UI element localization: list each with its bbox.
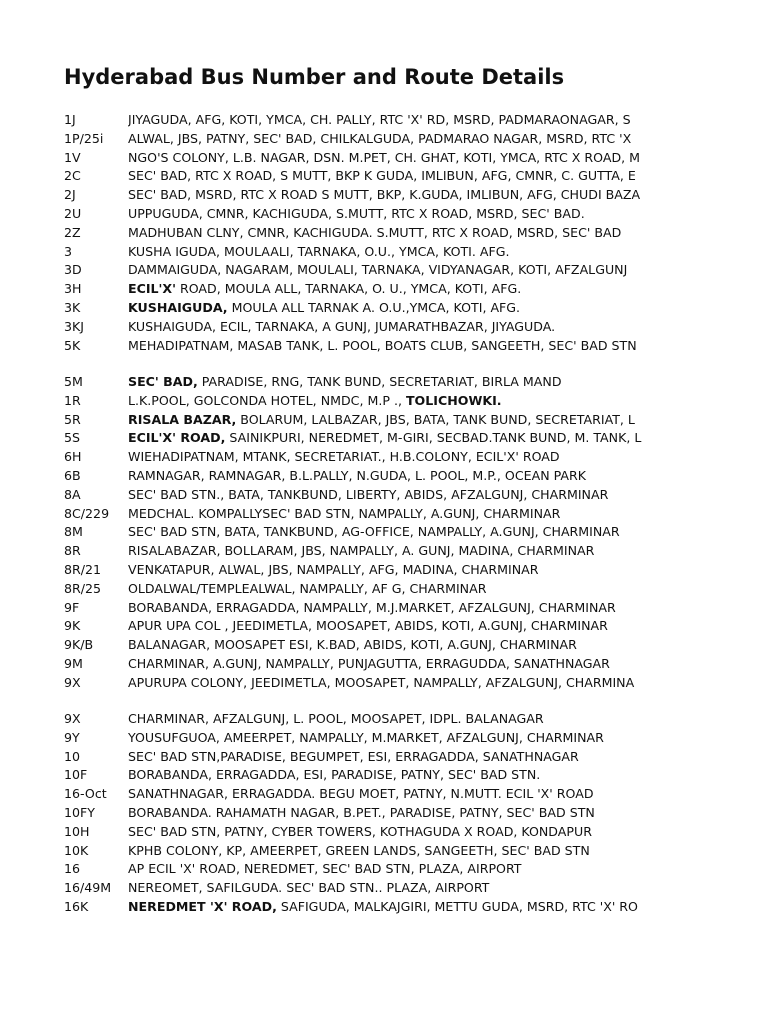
route-text: ROAD, MOULA ALL, TARNAKA, O. U., YMCA, KOTI, AFG. — [175, 281, 522, 297]
route-stops — [128, 299, 686, 318]
route-row — [64, 636, 686, 655]
route-stops — [128, 318, 686, 337]
page-title: Hyderabad Bus Number and Route Details — [64, 65, 565, 89]
route-row — [64, 111, 686, 130]
bus-number: 10H — [64, 823, 90, 839]
route-text: SAINIKPURI, NEREDMET, M-GIRI, SECBAD.TANK BUND, M. TANK, L — [225, 430, 642, 446]
route-row — [64, 580, 686, 599]
route-row — [64, 373, 686, 392]
route-stops — [128, 205, 686, 224]
route-stops — [128, 542, 686, 561]
route-origin-bold: ECIL'X' — [128, 281, 176, 297]
route-row — [64, 710, 686, 729]
route-text: BORABANDA. RAHAMATH NAGAR, B.PET., PARADISE, PATNY, SEC' BAD STN — [128, 804, 595, 820]
bus-number: 8C/229 — [64, 505, 110, 521]
route-row — [64, 243, 686, 262]
bus-number: 3K — [64, 299, 81, 315]
route-text: SEC' BAD STN, PATNY, CYBER TOWERS, KOTHAGUDA X ROAD, KONDAPUR — [128, 823, 592, 839]
bus-number: 2C — [64, 168, 81, 184]
route-text: SEC' BAD STN., BATA, TANKBUND, LIBERTY, ABIDS, AFZALGUNJ, CHARMINAR — [128, 486, 609, 502]
route-row — [64, 842, 686, 861]
route-stops — [128, 636, 686, 655]
bus-number: 16 — [64, 861, 81, 877]
route-row — [64, 823, 686, 842]
route-stops — [128, 467, 686, 486]
bus-number: 5M — [64, 374, 83, 389]
route-text: NEREOMET, SAFILGUDA. SEC' BAD STN.. PLAZA, AIRPORT — [128, 880, 490, 896]
route-row — [64, 879, 686, 898]
bus-number: 1J — [64, 112, 76, 127]
route-stops — [128, 486, 686, 505]
route-stops — [128, 729, 686, 748]
bus-number: 9K/B — [64, 637, 94, 653]
route-stops — [128, 860, 686, 879]
route-row — [64, 785, 686, 804]
bus-number: 8R — [64, 543, 81, 559]
bus-number: 6B — [64, 467, 81, 483]
route-stops — [128, 111, 686, 130]
route-text: MEHADIPATNAM, MASAB TANK, L. POOL, BOATS CLUB, SANGEETH, SEC' BAD STN — [128, 337, 637, 353]
route-stops — [128, 710, 686, 729]
route-stops — [128, 674, 686, 693]
route-origin-bold: KUSHAIGUDA, — [128, 299, 228, 315]
route-text: KPHB COLONY, KP, AMEERPET, GREEN LANDS, SANGEETH, SEC' BAD STN — [128, 842, 590, 858]
route-row — [64, 766, 686, 785]
route-stops — [128, 448, 686, 467]
route-text: YOUSUFGUOA, AMEERPET, NAMPALLY, M.MARKET, AFZALGUNJ, CHARMINAR — [128, 729, 604, 745]
route-row — [64, 392, 686, 411]
route-row — [64, 655, 686, 674]
route-text: BOLARUM, LALBAZAR, JBS, BATA, TANK BUND, SECRETARIAT, L — [236, 411, 635, 427]
route-origin-bold: ECIL'X' ROAD, — [128, 430, 226, 446]
bus-number: 10F — [64, 767, 88, 783]
route-row — [64, 674, 686, 693]
route-stops — [128, 280, 686, 299]
route-row — [64, 224, 686, 243]
route-text: RISALABAZAR, BOLLARAM, JBS, NAMPALLY, A. GUNJ, MADINA, CHARMINAR — [128, 543, 595, 559]
route-text: RAMNAGAR, RAMNAGAR, B.L.PALLY, N.GUDA, L. POOL, M.P., OCEAN PARK — [128, 467, 587, 483]
bus-number: 3KJ — [64, 318, 84, 334]
route-text: UPPUGUDA, CMNR, KACHIGUDA, S.MUTT, RTC X ROAD, MSRD, SEC' BAD. — [128, 205, 585, 221]
route-stops — [128, 337, 686, 356]
route-text: SEC' BAD, MSRD, RTC X ROAD S MUTT, BKP, K.GUDA, IMLIBUN, AFG, CHUDI BAZA — [128, 187, 641, 203]
bus-number: 8R/25 — [64, 580, 102, 596]
route-stops — [128, 130, 686, 149]
bus-number: 9X — [64, 674, 81, 690]
route-stops — [128, 149, 686, 168]
route-table-section-2 — [64, 373, 686, 693]
bus-number: 5K — [64, 337, 81, 353]
bus-number: 1V — [64, 149, 81, 165]
route-row — [64, 167, 686, 186]
bus-number: 10FY — [64, 804, 95, 820]
route-stops — [128, 505, 686, 524]
route-stops — [128, 785, 686, 804]
bus-number: 2J — [64, 187, 76, 203]
route-stops — [128, 523, 686, 542]
route-row — [64, 299, 686, 318]
route-stops — [128, 748, 686, 767]
route-stops — [128, 392, 686, 411]
bus-number: 16K — [64, 898, 89, 914]
route-text: BALANAGAR, MOOSAPET ESI, K.BAD, ABIDS, KOTI, A.GUNJ, CHARMINAR — [128, 637, 577, 653]
route-text: MADHUBAN CLNY, CMNR, KACHIGUDA. S.MUTT, RTC X ROAD, MSRD, SEC' BAD — [128, 224, 622, 240]
route-stops — [128, 898, 686, 917]
route-stops — [128, 186, 686, 205]
route-stops — [128, 617, 686, 636]
route-stops — [128, 766, 686, 785]
route-text: SEC' BAD STN, BATA, TANKBUND, AG-OFFICE, NAMPALLY, A.GUNJ, CHARMINAR — [128, 524, 620, 540]
route-text: JIYAGUDA, AFG, KOTI, YMCA, CH. PALLY, RTC 'X' RD, MSRD, PADMARAONAGAR, S — [128, 112, 631, 127]
route-text: OLDALWAL/TEMPLEALWAL, NAMPALLY, AF G, CHARMINAR — [128, 580, 487, 596]
bus-number: 9M — [64, 655, 83, 671]
bus-number: 5R — [64, 411, 81, 427]
route-row — [64, 205, 686, 224]
bus-number: 1R — [64, 392, 81, 408]
route-row — [64, 617, 686, 636]
bus-number: 8R/21 — [64, 561, 102, 577]
route-stops — [128, 561, 686, 580]
bus-number: 8M — [64, 524, 83, 540]
route-table-section-3 — [64, 710, 686, 917]
route-text: PARADISE, RNG, TANK BUND, SECRETARIAT, BIRLA MAND — [197, 374, 562, 389]
bus-number: 9K — [64, 618, 81, 634]
bus-number: 6H — [64, 449, 82, 465]
route-text: L.K.POOL, GOLCONDA HOTEL, NMDC, M.P ., — [128, 392, 406, 408]
route-text: APUR UPA COL , JEEDIMETLA, MOOSAPET, ABIDS, KOTI, A.GUNJ, CHARMINAR — [128, 618, 608, 634]
bus-number: 8A — [64, 486, 81, 502]
route-row — [64, 523, 686, 542]
route-row — [64, 860, 686, 879]
route-row — [64, 130, 686, 149]
route-text: ALWAL, JBS, PATNY, SEC' BAD, CHILKALGUDA, PADMARAO NAGAR, MSRD, RTC 'X — [128, 130, 632, 146]
route-stops — [128, 655, 686, 674]
route-row — [64, 542, 686, 561]
route-text: MOULA ALL TARNAK A. O.U.,YMCA, KOTI, AFG. — [227, 299, 521, 315]
route-stops — [128, 224, 686, 243]
bus-number: 9X — [64, 711, 81, 726]
bus-number: 16/49M — [64, 880, 112, 896]
route-text: SANATHNAGAR, ERRAGADDA. BEGU MOET, PATNY, N.MUTT. ECIL 'X' ROAD — [128, 786, 594, 802]
route-text: CHARMINAR, AFZALGUNJ, L. POOL, MOOSAPET, IDPL. BALANAGAR — [128, 711, 544, 726]
route-stops — [128, 429, 686, 448]
route-row — [64, 261, 686, 280]
route-row — [64, 280, 686, 299]
bus-number: 3H — [64, 281, 82, 297]
route-text: AP ECIL 'X' ROAD, NEREDMET, SEC' BAD STN, PLAZA, AIRPORT — [128, 861, 522, 877]
route-row — [64, 748, 686, 767]
bus-number: 3D — [64, 262, 82, 278]
route-text: SEC' BAD STN,PARADISE, BEGUMPET, ESI, ERRAGADDA, SANATHNAGAR — [128, 748, 579, 764]
route-stops — [128, 599, 686, 618]
route-text: APURUPA COLONY, JEEDIMETLA, MOOSAPET, NAMPALLY, AFZALGUNJ, CHARMINA — [128, 674, 635, 690]
route-row — [64, 186, 686, 205]
bus-number: 1P/25i — [64, 130, 104, 146]
route-text: WIEHADIPATNAM, MTANK, SECRETARIAT., H.B.COLONY, ECIL'X' ROAD — [128, 449, 560, 465]
route-text: VENKATAPUR, ALWAL, JBS, NAMPALLY, AFG, MADINA, CHARMINAR — [128, 561, 539, 577]
bus-number: 10K — [64, 842, 89, 858]
route-row — [64, 505, 686, 524]
route-row — [64, 411, 686, 430]
route-stops — [128, 842, 686, 861]
route-stops — [128, 580, 686, 599]
bus-number: 2Z — [64, 224, 81, 240]
route-destination-bold: TOLICHOWKI. — [405, 392, 502, 408]
route-origin-bold: NEREDMET 'X' ROAD, — [128, 898, 277, 914]
route-table-section-1 — [64, 111, 686, 355]
route-text: NGO'S COLONY, L.B. NAGAR, DSN. M.PET, CH. GHAT, KOTI, YMCA, RTC X ROAD, M — [128, 149, 641, 165]
bus-number: 9F — [64, 599, 80, 615]
route-row — [64, 467, 686, 486]
route-text: DAMMAIGUDA, NAGARAM, MOULALI, TARNAKA, VIDYANAGAR, KOTI, AFZALGUNJ — [128, 262, 628, 278]
route-text: KUSHA IGUDA, MOULAALI, TARNAKA, O.U., YMCA, KOTI. AFG. — [128, 243, 510, 259]
route-text: SEC' BAD, RTC X ROAD, S MUTT, BKP K GUDA, IMLIBUN, AFG, CMNR, C. GUTTA, E — [128, 168, 636, 184]
route-text: BORABANDA, ERRAGADDA, NAMPALLY, M.J.MARKET, AFZALGUNJ, CHARMINAR — [128, 599, 616, 615]
route-stops — [128, 823, 686, 842]
route-row — [64, 318, 686, 337]
route-row — [64, 561, 686, 580]
route-stops — [128, 373, 686, 392]
route-row — [64, 149, 686, 168]
route-row — [64, 448, 686, 467]
route-row — [64, 599, 686, 618]
route-origin-bold: SEC' BAD, — [128, 374, 198, 389]
bus-number: 2U — [64, 205, 82, 221]
bus-number: 16-Oct — [64, 786, 107, 802]
bus-number: 10 — [64, 748, 81, 764]
route-text: KUSHAIGUDA, ECIL, TARNAKA, A GUNJ, JUMARATHBAZAR, JIYAGUDA. — [128, 318, 556, 334]
route-row — [64, 486, 686, 505]
route-row — [64, 898, 686, 917]
route-stops — [128, 167, 686, 186]
route-stops — [128, 879, 686, 898]
route-text: MEDCHAL. KOMPALLYSEC' BAD STN, NAMPALLY, A.GUNJ, CHARMINAR — [128, 505, 561, 521]
route-text: SAFIGUDA, MALKAJGIRI, METTU GUDA, MSRD, RTC 'X' RO — [276, 898, 638, 914]
route-stops — [128, 261, 686, 280]
route-row — [64, 804, 686, 823]
bus-number: 5S — [64, 430, 81, 446]
route-row — [64, 429, 686, 448]
bus-number: 3 — [64, 243, 73, 259]
route-stops — [128, 243, 686, 262]
route-stops — [128, 804, 686, 823]
route-row — [64, 729, 686, 748]
route-stops — [128, 411, 686, 430]
bus-number: 9Y — [64, 729, 80, 745]
route-text: CHARMINAR, A.GUNJ, NAMPALLY, PUNJAGUTTA, ERRAGUDDA, SANATHNAGAR — [128, 655, 610, 671]
route-row — [64, 337, 686, 356]
route-text: BORABANDA, ERRAGADDA, ESI, PARADISE, PATNY, SEC' BAD STN. — [128, 767, 541, 783]
route-origin-bold: RISALA BAZAR, — [128, 411, 237, 427]
